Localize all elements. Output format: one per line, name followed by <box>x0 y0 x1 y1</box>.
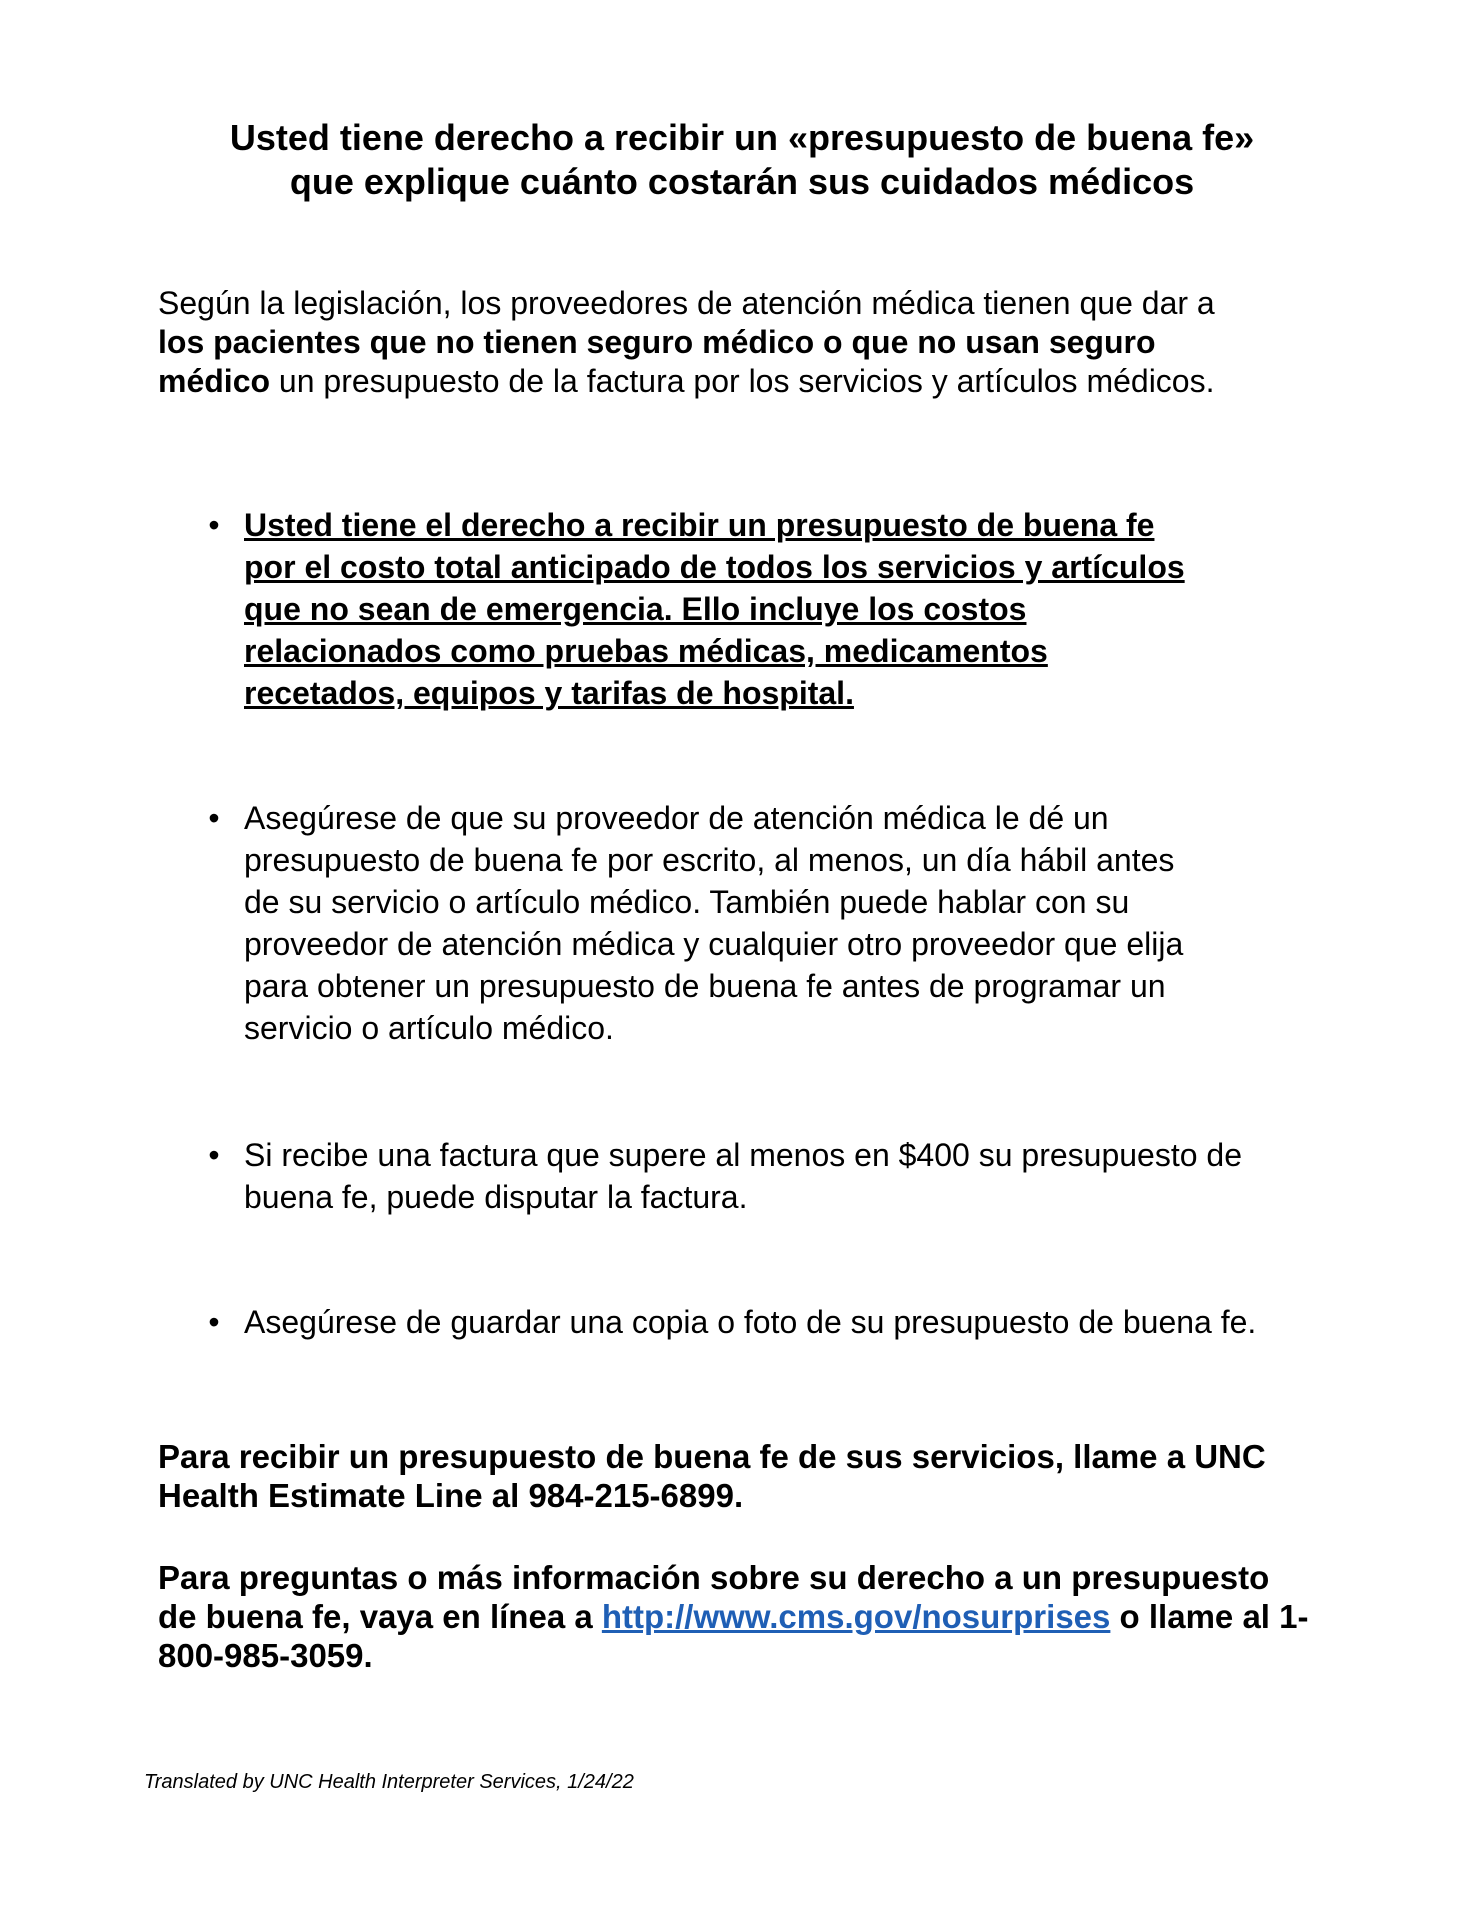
intro-bold-2: médico <box>158 363 271 399</box>
bullet-text <box>244 504 1364 714</box>
translation-footer: Translated by UNC Health Interpreter Services, 1/24/22 <box>144 1771 634 1793</box>
bullet-line: presupuesto de buena fe por escrito, al menos, un día hábil antes <box>244 842 1175 878</box>
bullet-line: Usted tiene el derecho a recibir un presupuesto de buena fe <box>244 507 1155 543</box>
bullet-line: Si recibe una factura que supere al menos en $400 su presupuesto de <box>244 1137 1242 1173</box>
intro-bold-1: los pacientes que no tienen seguro médico o que no usan seguro <box>158 324 1156 360</box>
bullet-line: servicio o artículo médico. <box>244 1010 614 1046</box>
intro-line-1: Según la legislación, los proveedores de atención médica tienen que dar a <box>158 285 1215 321</box>
bullet-line: de su servicio o artículo médico. También puede hablar con su <box>244 884 1130 920</box>
title-line-1: Usted tiene derecho a recibir un «presupuesto de buena fe» <box>229 117 1255 158</box>
more-info-line-1: Para preguntas o más información sobre su derecho a un presupuesto <box>158 1559 1270 1596</box>
bullet-text <box>244 797 1364 1049</box>
intro-line-3-rest: un presupuesto de la factura por los servicios y artículos médicos. <box>270 363 1215 399</box>
more-info-line-2-after: o llame al 1- <box>1110 1598 1309 1635</box>
title-line-2: que explique cuánto costarán sus cuidados médicos <box>289 161 1195 202</box>
more-info-paragraph <box>158 1558 1368 1675</box>
bullet-text <box>244 1301 1364 1343</box>
bullet-line: Asegúrese de guardar una copia o foto de su presupuesto de buena fe. <box>244 1304 1257 1340</box>
bullet-line: recetados, equipos y tarifas de hospital. <box>244 675 854 711</box>
intro-line-3 <box>158 362 1358 401</box>
more-info-line-3: 800-985-3059. <box>158 1637 373 1674</box>
bullet-line: para obtener un presupuesto de buena fe antes de programar un <box>244 968 1166 1004</box>
bullet-dot-icon: • <box>208 800 220 836</box>
more-info-line-2 <box>158 1597 1368 1636</box>
bullet-line: por el costo total anticipado de todos los servicios y artículos <box>244 549 1185 585</box>
intro-line-2 <box>158 323 1358 362</box>
intro-paragraph <box>158 284 1358 401</box>
cms-nosurprises-link[interactable]: http://www.cms.gov/nosurprises <box>601 1598 1111 1635</box>
bullet-line: buena fe, puede disputar la factura. <box>244 1179 748 1215</box>
estimate-line-paragraph <box>158 1437 1368 1515</box>
more-info-line-2-before: de buena fe, vaya en línea a <box>158 1598 602 1635</box>
bullet-text <box>244 1134 1364 1218</box>
bullet-line: relacionados como pruebas médicas, medicamentos <box>244 633 1048 669</box>
page-title <box>120 116 1364 204</box>
bullet-dot-icon: • <box>208 1137 220 1173</box>
bullet-line: que no sean de emergencia. Ello incluye los costos <box>244 591 1027 627</box>
bullet-dot-icon: • <box>208 1304 220 1340</box>
cta-line-1: Para recibir un presupuesto de buena fe de sus servicios, llame a UNC <box>158 1438 1266 1475</box>
bullet-line: proveedor de atención médica y cualquier otro proveedor que elija <box>244 926 1184 962</box>
cta-line-2: Health Estimate Line al 984-215-6899. <box>158 1477 744 1514</box>
bullet-line: Asegúrese de que su proveedor de atención médica le dé un <box>244 800 1109 836</box>
bullet-dot-icon: • <box>208 507 220 543</box>
